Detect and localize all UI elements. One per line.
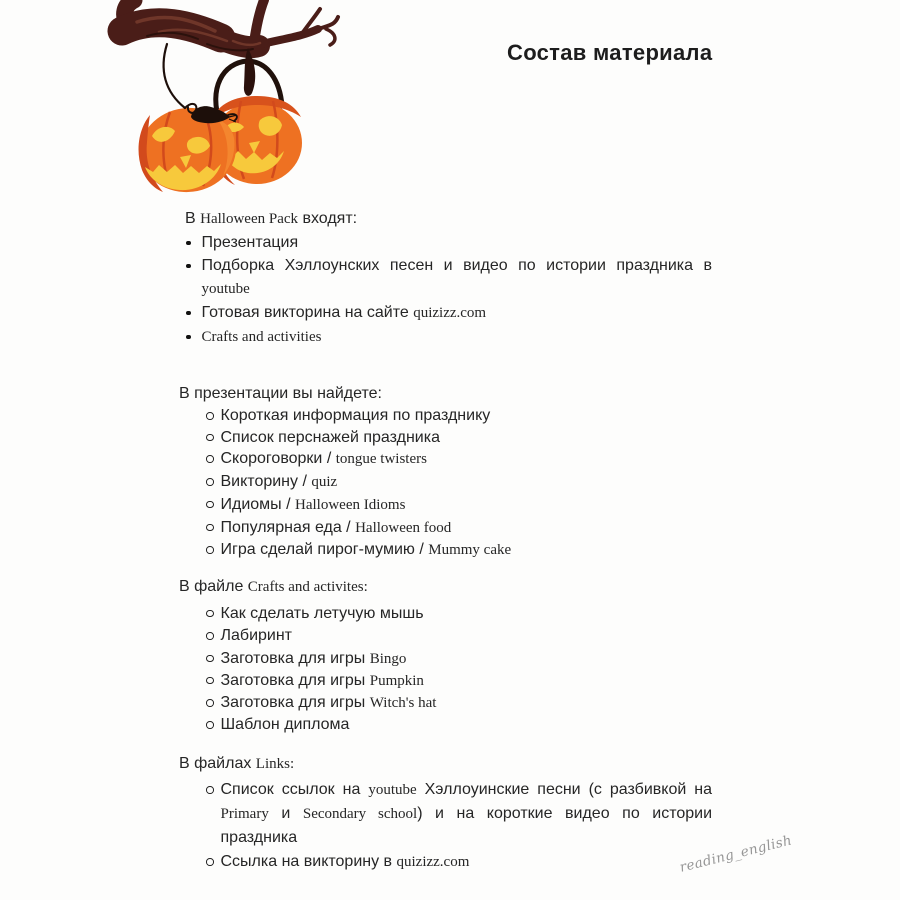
text-run-en: youtube (201, 281, 250, 297)
bullet-disc-icon (186, 311, 191, 316)
bullet-list (178, 778, 712, 874)
text-line (221, 826, 713, 850)
list-item (178, 448, 712, 471)
text-run-ru: Популярная еда / (220, 518, 356, 536)
text-run-en: Primary (220, 805, 269, 822)
bullet-circle-icon (206, 786, 214, 794)
text-run-ru: В файлах (179, 754, 256, 772)
section-halloween-pack (178, 207, 712, 349)
text-run-ru: Хэллоуинские песни (с разбивкой на (416, 780, 713, 798)
text-run-en: quizizz.com (396, 853, 470, 870)
text-run-en: quizizz.com (413, 305, 487, 321)
section-crafts-file (178, 576, 712, 737)
text-run-ru: Игра сделай пирог-мумию / (220, 541, 429, 559)
bullet-disc-icon (186, 241, 191, 246)
bullet-circle-icon (206, 478, 214, 486)
text-run-ru: праздника (220, 828, 298, 846)
section-heading (178, 753, 712, 775)
halloween-illustration (95, 0, 345, 210)
section-presentation-contents (178, 383, 712, 562)
text-run-en: tongue twisters (335, 451, 427, 468)
vine-graphic (164, 44, 197, 113)
list-item (178, 648, 712, 670)
text-run-ru: Идиомы / (220, 495, 296, 513)
list-item (178, 254, 712, 301)
bullet-circle-icon (206, 699, 214, 707)
justified-line (202, 254, 713, 277)
bullet-list (178, 405, 712, 562)
bullet-circle-icon (206, 501, 214, 509)
bullet-circle-icon (206, 677, 214, 685)
text-run-ru: Ссылка на викторину в (220, 852, 397, 870)
text-run-ru: Шаблон диплома (220, 716, 350, 734)
watermark-signature: reading_english (678, 832, 794, 876)
text-run-en: Halloween Pack (200, 211, 299, 227)
text-run-ru: Заготовка для игры (220, 694, 370, 712)
section-heading (178, 383, 712, 405)
bullet-circle-icon (206, 434, 214, 442)
bullet-circle-icon (206, 655, 214, 663)
bullet-disc-icon (186, 335, 191, 340)
list-item (178, 778, 712, 850)
text-run-en: Pumpkin (369, 672, 424, 689)
bullet-circle-icon (206, 455, 214, 463)
list-item (178, 301, 712, 325)
text-run-en: Witch's hat (369, 695, 437, 712)
branch-graphic (122, 0, 338, 47)
text-run-ru: Викторину / (220, 473, 312, 491)
bullet-circle-icon (206, 524, 214, 532)
text-run-ru: В презентации вы найдете: (179, 385, 382, 402)
text-run-ru: Заготовка для игры (220, 649, 370, 667)
page-title: Состав материала (507, 40, 713, 65)
text-run-ru: Презентация (201, 234, 299, 251)
bullet-circle-icon (206, 610, 214, 618)
list-item (178, 670, 712, 692)
bullet-circle-icon (206, 546, 214, 554)
text-run-ru: Заготовка для игры (220, 671, 370, 689)
bullet-circle-icon (206, 858, 214, 866)
text-run-ru: Список перснажей праздника (220, 428, 440, 446)
text-run-en: Halloween food (355, 519, 452, 536)
bullet-list (178, 603, 712, 737)
text-run-en: Halloween Idioms (295, 496, 406, 513)
text-run-ru: Как сделать летучую мышь (220, 604, 424, 622)
bullet-circle-icon (206, 721, 214, 729)
list-item (178, 539, 712, 562)
bullet-disc-icon (186, 264, 191, 269)
bullet-circle-icon (206, 412, 214, 420)
text-run-ru: Список ссылок на (220, 780, 369, 798)
justified-line (221, 802, 713, 826)
bullet-circle-icon (206, 632, 214, 640)
text-run-en: Bingo (369, 650, 407, 667)
justified-line (221, 778, 713, 802)
list-item (178, 714, 712, 736)
list-item (178, 625, 712, 647)
text-run-ru: В (185, 210, 201, 227)
list-item (178, 471, 712, 494)
list-item (178, 325, 712, 349)
text-run-en: Crafts and activities (201, 329, 322, 345)
content (178, 207, 712, 874)
section-heading (178, 207, 712, 231)
list-item (178, 494, 712, 517)
list-item (178, 231, 712, 254)
text-run-ru: Лабиринт (220, 627, 292, 645)
text-run-en: youtube (368, 781, 417, 798)
text-run-ru: Готовая викторина на сайте (201, 304, 414, 321)
list-item (178, 603, 712, 625)
section-links-files (178, 753, 712, 874)
text-run-ru: и (268, 804, 303, 822)
list-item (178, 427, 712, 449)
text-run-en: Crafts and activites: (247, 578, 368, 595)
text-line (202, 277, 713, 301)
text-run-ru: Короткая информация по празднику (220, 407, 491, 424)
text-run-ru: ) и на короткие видео по истории (417, 804, 713, 822)
text-run-en: Mummy cake (428, 542, 512, 559)
text-run-ru: Подборка Хэллоунских песен и видео по истории праздника в (201, 257, 712, 274)
list-item (178, 517, 712, 540)
text-run-en: Secondary school (302, 805, 418, 822)
text-run-ru: Скороговорки / (220, 450, 336, 468)
text-run-ru: В файле (179, 577, 248, 595)
list-item (178, 850, 712, 874)
list-item (178, 692, 712, 714)
bullet-list (178, 231, 712, 349)
section-heading (178, 576, 712, 598)
text-run-ru: входят: (298, 210, 358, 227)
list-item (178, 405, 712, 427)
text-run-en: quiz (311, 474, 338, 491)
text-run-en: Links: (255, 755, 295, 772)
